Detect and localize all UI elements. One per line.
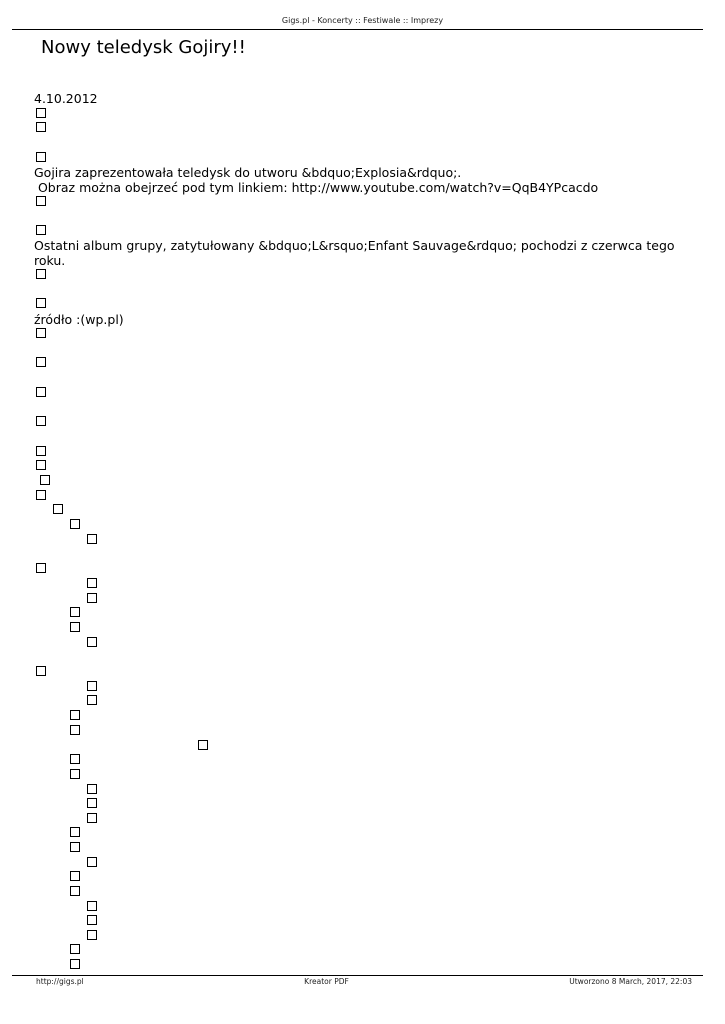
missing-glyph-icon: [87, 915, 97, 925]
missing-glyph-icon: [36, 122, 46, 132]
missing-glyph-icon: [70, 769, 80, 779]
missing-glyph-icon: [87, 695, 97, 705]
missing-glyph-icon: [36, 460, 46, 470]
missing-glyph-icon: [70, 827, 80, 837]
article-date: 4.10.2012: [34, 91, 98, 106]
missing-glyph-icon: [87, 901, 97, 911]
missing-glyph-icon: [70, 871, 80, 881]
missing-glyph-icon: [70, 519, 80, 529]
missing-glyph-icon: [70, 959, 80, 969]
missing-glyph-icon: [36, 490, 46, 500]
missing-glyph-icon: [70, 607, 80, 617]
footer-created-date: Utworzono 8 March, 2017, 22:03: [569, 977, 692, 986]
missing-glyph-icon: [36, 446, 46, 456]
missing-glyph-icon: [36, 108, 46, 118]
missing-glyph-icon: [36, 416, 46, 426]
missing-glyph-icon: [70, 754, 80, 764]
missing-glyph-icon: [70, 842, 80, 852]
article-title: Nowy teledysk Gojiry!!: [41, 37, 246, 58]
paragraph-2-line-1: Ostatni album grupy, zatytułowany &bdquo;L&rsquo;Enfant Sauvage&rdquo; pochodzi z czerwca tego: [34, 238, 675, 253]
missing-glyph-icon: [87, 798, 97, 808]
missing-glyph-icon: [36, 387, 46, 397]
missing-glyph-icon: [87, 534, 97, 544]
missing-glyph-icon: [87, 813, 97, 823]
missing-glyph-icon: [53, 504, 63, 514]
missing-glyph-icon: [36, 328, 46, 338]
missing-glyph-icon: [87, 930, 97, 940]
missing-glyph-icon: [198, 740, 208, 750]
page-header: Gigs.pl - Koncerty :: Festiwale :: Imprezy: [281, 16, 444, 25]
missing-glyph-icon: [87, 637, 97, 647]
article-source: źródło :(wp.pl): [34, 312, 124, 327]
missing-glyph-icon: [70, 710, 80, 720]
missing-glyph-icon: [40, 475, 50, 485]
paragraph-1-line-2: Obraz można obejrzeć pod tym linkiem: http://www.youtube.com/watch?v=QqB4YPcacdo: [34, 180, 599, 195]
header-divider: [12, 29, 703, 30]
missing-glyph-icon: [36, 196, 46, 206]
missing-glyph-icon: [70, 944, 80, 954]
missing-glyph-icon: [36, 666, 46, 676]
missing-glyph-icon: [36, 152, 46, 162]
missing-glyph-icon: [87, 857, 97, 867]
missing-glyph-icon: [87, 681, 97, 691]
paragraph-1-line-1: Gojira zaprezentowała teledysk do utworu &bdquo;Explosia&rdquo;.: [34, 165, 462, 180]
missing-glyph-icon: [70, 886, 80, 896]
footer-divider: [12, 975, 703, 976]
paragraph-2-line-2: roku.: [34, 253, 66, 268]
missing-glyph-icon: [36, 225, 46, 235]
footer-generator: Kreator PDF: [304, 977, 349, 986]
missing-glyph-icon: [87, 784, 97, 794]
missing-glyph-icon: [36, 563, 46, 573]
missing-glyph-icon: [87, 578, 97, 588]
missing-glyph-icon: [70, 622, 80, 632]
missing-glyph-icon: [36, 269, 46, 279]
footer-url: http://gigs.pl: [36, 977, 84, 986]
missing-glyph-icon: [87, 593, 97, 603]
missing-glyph-icon: [36, 357, 46, 367]
missing-glyph-icon: [36, 298, 46, 308]
missing-glyph-icon: [70, 725, 80, 735]
